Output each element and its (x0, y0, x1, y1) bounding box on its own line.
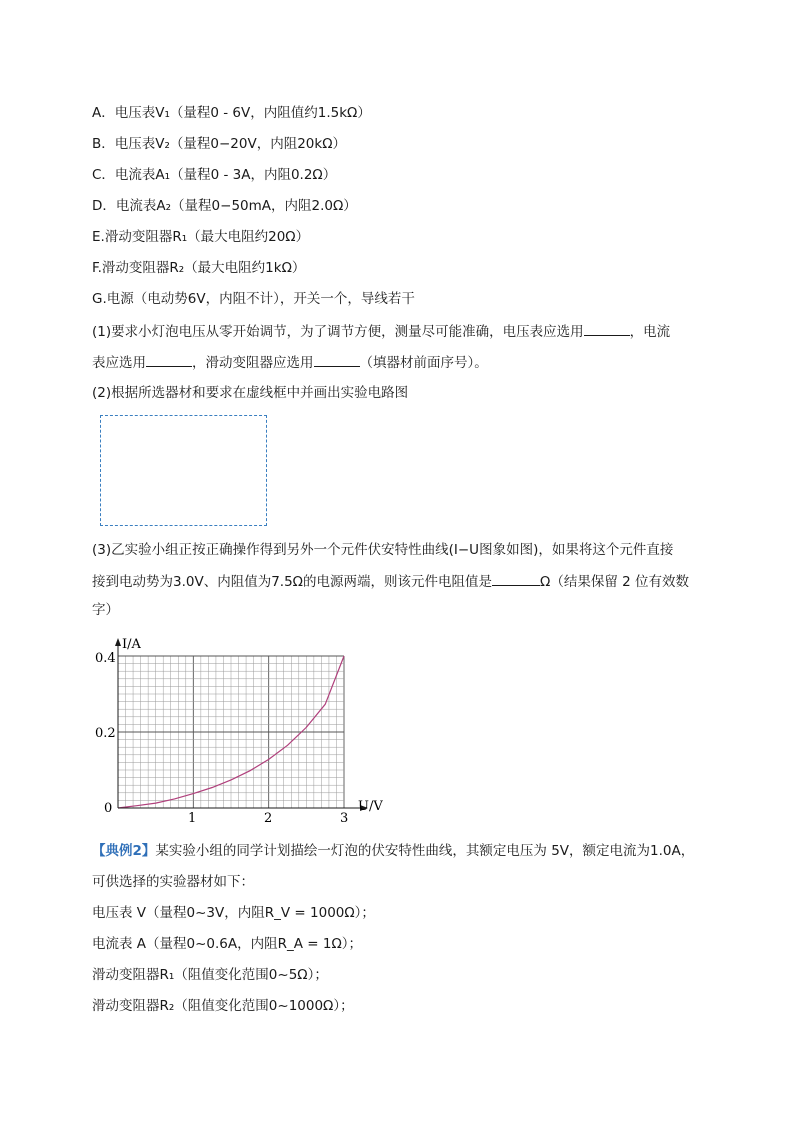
question-1-line-2 (92, 352, 488, 373)
option-b: B．电压表V₂（量程0−20V，内阻20kΩ） (92, 136, 347, 152)
equipment-rheostat-2: 滑动变阻器R₂（阻值变化范围0~1000Ω）； (92, 998, 354, 1014)
option-g: G.电源（电动势6V，内阻不计），开关一个，导线若干 (92, 291, 415, 307)
q1-text-e: （填器材前面序号）。 (359, 355, 488, 371)
option-f: F.滑动变阻器R₂（最大电阻约1kΩ） (92, 260, 306, 276)
iu-chart (92, 632, 402, 828)
example-2-line-1 (92, 841, 694, 861)
option-c: C．电流表A₁（量程0 - 3A，内阻0.2Ω） (92, 167, 337, 183)
chart-grid (118, 656, 344, 808)
y-axis-arrow (115, 638, 121, 646)
example-2-label: 【典例2】 (92, 843, 156, 859)
question-3-line-3: 字） (92, 602, 119, 618)
x-tick-label-3: 3 (340, 811, 349, 826)
question-3-line-1: (3)乙实验小组正按正确操作得到另外一个元件伏安特性曲线(I−U图象如图)，如果将这个元件直接 (92, 542, 674, 558)
equipment-ammeter: 电流表 A（量程0~0.6A，内阻R_A = 1Ω）； (92, 936, 363, 952)
option-e: E.滑动变阻器R₁（最大电阻约20Ω） (92, 229, 310, 245)
x-tick-label-2: 2 (264, 811, 273, 826)
question-2: (2)根据所选器材和要求在虚线框中并画出实验电路图 (92, 385, 409, 401)
q1-text-a: (1)要求小灯泡电压从零开始调节，为了调节方便，测量尽可能准确，电压表应选用 (92, 324, 584, 340)
example-2-text: 某实验小组的同学计划描绘一灯泡的伏安特性曲线，其额定电压为 5V，额定电流为1.0A， (155, 843, 695, 859)
answer-blank-resistance[interactable] (492, 571, 540, 586)
q1-text-b: ，电流 (629, 324, 671, 340)
example-2-line-2: 可供选择的实验器材如下： (92, 874, 254, 890)
question-1-line-1 (92, 321, 670, 342)
question-3-line-2 (92, 571, 689, 592)
answer-blank-voltmeter[interactable] (584, 321, 630, 336)
origin-label: 0 (104, 801, 113, 816)
y-axis-label: I/A (122, 637, 141, 652)
y-tick-label-0-2: 0.2 (95, 726, 116, 741)
answer-blank-rheostat[interactable] (314, 352, 360, 367)
y-tick-label-0-4: 0.4 (95, 651, 116, 666)
q1-text-c: 表应选用 (92, 355, 146, 371)
q3-text-b: Ω（结果保留 2 位有效数 (540, 574, 689, 590)
equipment-rheostat-1: 滑动变阻器R₁（阻值变化范围0~5Ω）； (92, 967, 328, 983)
x-axis-label: U/V (358, 799, 383, 814)
equipment-voltmeter: 电压表 V（量程0~3V，内阻R_V = 1000Ω）； (92, 905, 375, 921)
circuit-drawing-box[interactable] (100, 415, 267, 526)
x-tick-label-1: 1 (188, 811, 197, 826)
option-a: A．电压表V₁（量程0 - 6V，内阻值约1.5kΩ） (92, 105, 371, 121)
q1-text-d: ，滑动变阻器应选用 (192, 355, 314, 371)
answer-blank-ammeter[interactable] (146, 352, 192, 367)
q3-text-a: 接到电动势为3.0V、内阻值为7.5Ω的电源两端，则该元件电阻值是 (92, 574, 492, 590)
option-d: D．电流表A₂（量程0−50mA，内阻2.0Ω） (92, 198, 357, 214)
